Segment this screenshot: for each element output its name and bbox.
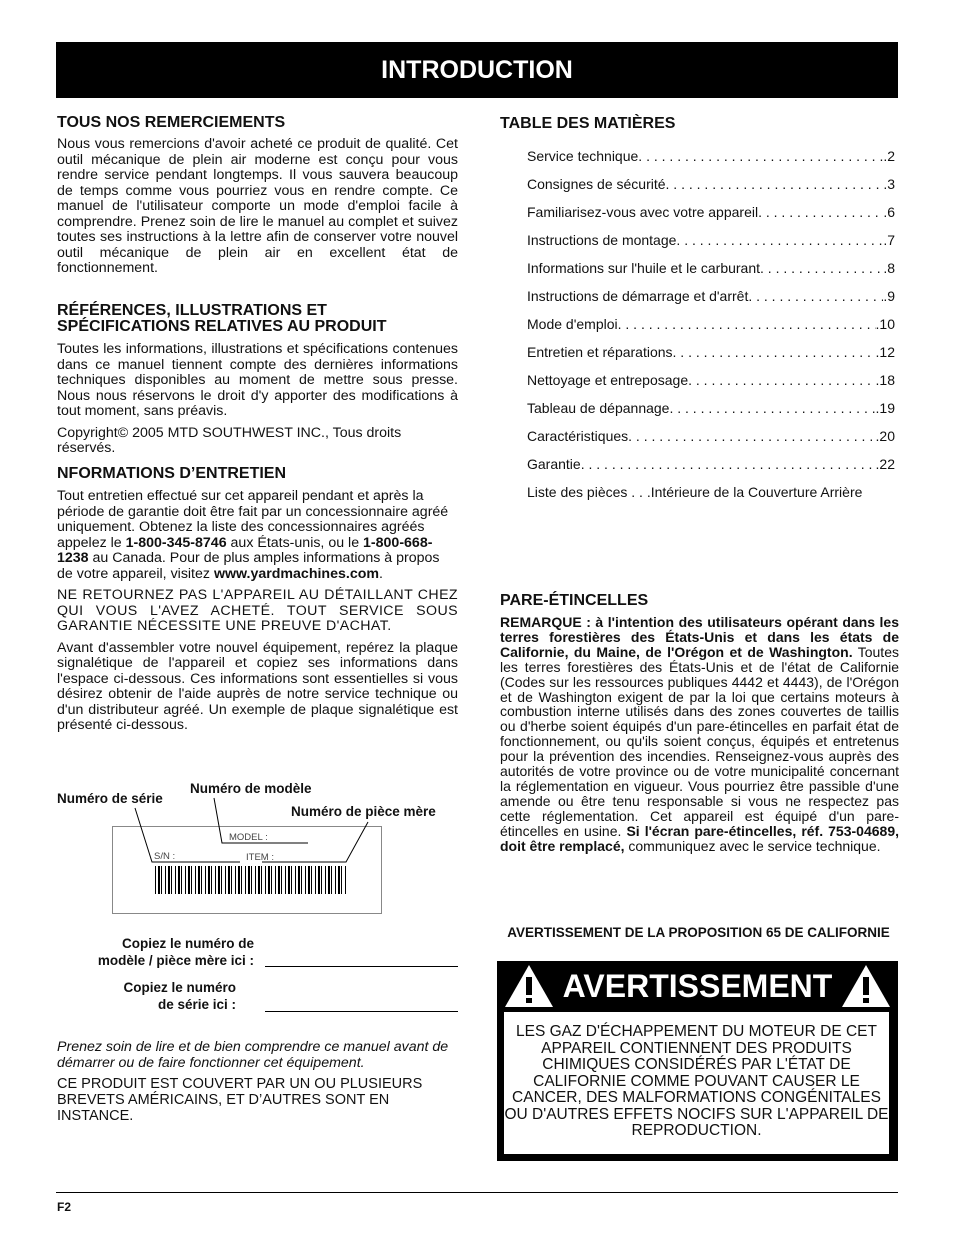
toc-item-label: Caractéristiques bbox=[527, 428, 629, 444]
toc-item[interactable] bbox=[527, 232, 895, 248]
toc-item-page: .2 bbox=[883, 148, 895, 164]
service-p1: Tout entretien effectué sur cet appareil pendant et après la période de garantie doit être fait par un concessionnaire agréé uniquement. Obtenez la liste des concessionnaires agréés appelez le 1-800-345-8746 aux États-unis, ou le 1-800-668-1238 au Canada. Pour de plus amples informations à propos de votre appareil, visitez www.yardmachines.com. bbox=[57, 488, 449, 582]
plate-item-field: ITEM : bbox=[246, 852, 274, 863]
spark-section bbox=[500, 593, 899, 854]
copy-model-label: Copiez le numéro de modèle / pièce mère ici : bbox=[97, 936, 254, 968]
toc-item[interactable] bbox=[527, 288, 895, 304]
toc-leader bbox=[758, 204, 883, 220]
serial-number-label: Numéro de série bbox=[57, 791, 163, 806]
thanks-body: Nous vous remercions d'avoir acheté ce produit de qualité. Cet outil mécanique de plein air moderne est conçu pour vous rendre service pendant longtemps. Il vous sauvera beaucoup de temps comme vous pourriez vous en rendre compte. Ce manuel de l'utilisateur comporte un mode d'emploi facile à comprendre. Prenez soin de lire le manuel au complet et suivez toutes ses instructions à la lettre afin de conserver votre nouvel outil mécanique de plein air en excellent état de fonctionnement. bbox=[57, 136, 458, 276]
page-number: F2 bbox=[57, 1200, 72, 1214]
toc-item[interactable] bbox=[527, 148, 895, 164]
toc-item-page: .19 bbox=[875, 400, 895, 416]
warning-box bbox=[497, 961, 898, 1161]
toc-item-label: Consignes de sécurité bbox=[527, 176, 666, 192]
service-title: NFORMATIONS D’ENTRETIEN bbox=[57, 465, 287, 482]
toc-leader bbox=[666, 176, 884, 192]
read-note: Prenez soin de lire et de bien comprendre ce manuel avant de démarrer ou de faire fonctionner cet équipement. bbox=[57, 1039, 449, 1071]
toc-item[interactable] bbox=[527, 344, 895, 360]
toc-item-label: Nettoyage et entreposage bbox=[527, 372, 689, 388]
toc-item-label: Instructions de montage bbox=[527, 232, 677, 248]
toc-leader bbox=[669, 400, 875, 416]
toc-item-page: .8 bbox=[883, 260, 895, 276]
toc-item[interactable] bbox=[527, 260, 895, 276]
part-number-label: Numéro de pièce mère bbox=[291, 804, 436, 819]
refs-body: Toutes les informations, illustrations et spécifications contenues dans ce manuel tiennent compte des dernières informations techniques disponibles au moment de mettre sous presse. Nous nous réservons le droit d'y apporter des modifications à tout moment, sans préavis. bbox=[57, 341, 458, 419]
spark-body: REMARQUE : à l'intention des utilisateurs opérant dans les terres forestières des États-Unis et dans les états de Californie, du Maine, de l'Orégon et de Washington. Toutes les terres forestières des États-Unis et de l'état de Californie (Codes sur les ressources publiques 4442 et 4443), de l'Orégon et de Washington exigent de par la loi que certains moteurs à combustion interne utilisés dans des zones couvertes de taillis ou d'herbe soient équipés d'un pare-étincelles en parfait état de fonctionnement, ou qu'ils soient conçus, équipés et entretenus pour la prévention des incendies. Renseignez-vous auprès des autorités de votre province ou de votre municipalité concernant la réglementation en vigueur. Vous pourriez être passible d'une amende ou être tenu responsable si vous ne respectez pas cette réglementation. Cet appareil est équipé d'un pare-étincelles en usine. Si l'écran pare-étincelles, réf. 753-04689, doit être remplacé, communiquez avec le service technique. bbox=[500, 614, 899, 854]
toc-leader bbox=[638, 148, 883, 164]
model-number-label: Numéro de modèle bbox=[190, 781, 312, 796]
service-p3: Avant d'assembler votre nouvel équipement, repérez la plaque signalétique de l'appareil et copiez ses informations dans l'espace ci-dessous. Ces informations sont essentielles si vous désirez obtenir de l'aide auprès de notre service technique ou d'un distributeur agréé. Un exemple de plaque signalétique est présenté ci-dessous. bbox=[57, 639, 458, 733]
copy-serial-line[interactable] bbox=[265, 1011, 458, 1012]
warning-right-icon bbox=[840, 963, 892, 1009]
section-banner: INTRODUCTION bbox=[56, 42, 898, 98]
toc-item-page: .9 bbox=[883, 288, 895, 304]
toc-leader bbox=[676, 232, 883, 248]
toc-item-page: .10 bbox=[875, 316, 895, 332]
thanks-title: TOUS NOS REMERCIEMENTS bbox=[57, 114, 286, 131]
toc-item-page: .18 bbox=[875, 372, 895, 388]
toc-item[interactable] bbox=[527, 204, 895, 220]
toc-item-label: Tableau de dépannage bbox=[527, 400, 670, 416]
toc-item-label: Instructions de démarrage et d'arrêt bbox=[527, 288, 749, 304]
refs-title: RÉFÉRENCES, ILLUSTRATIONS ET SPÉCIFICATIONS RELATIVES AU PRODUIT bbox=[57, 302, 387, 335]
phone-ca: 1-800-668-1238 bbox=[57, 534, 433, 566]
toc-item-page: .20 bbox=[875, 428, 895, 444]
plate-model-field: MODEL : bbox=[229, 832, 268, 843]
barcode bbox=[155, 866, 346, 894]
toc-item-page: .6 bbox=[883, 204, 895, 220]
toc-item-page: .7 bbox=[883, 232, 895, 248]
toc-item-page: .12 bbox=[875, 344, 895, 360]
toc-item-page: .22 bbox=[875, 456, 895, 472]
toc-leader bbox=[748, 288, 883, 304]
toc-leader bbox=[581, 456, 876, 472]
toc-item-label: Garantie bbox=[527, 456, 581, 472]
spark-title: PARE-ÉTINCELLES bbox=[500, 592, 649, 609]
footer-rule bbox=[56, 1192, 898, 1193]
toc-leader bbox=[760, 260, 883, 276]
website-link[interactable]: www.yardmachines.com bbox=[213, 565, 379, 582]
toc-leader bbox=[618, 316, 876, 332]
phone-us: 1-800-345-8746 bbox=[125, 534, 227, 551]
toc-item[interactable] bbox=[527, 456, 895, 472]
toc-item-label: Entretien et réparations bbox=[527, 344, 673, 360]
toc-leader bbox=[628, 428, 875, 444]
warning-body: LES GAZ D'ÉCHAPPEMENT DU MOTEUR DE CET APPAREIL CONTIENNENT DES PRODUITS CHIMIQUES CONSIDÉRÉS PAR L'ÉTAT DE CALIFORNIE COMME POUVANT CAUSER LE CANCER, DES MALFORMATIONS CONGÉNITALES OU D'AUTRES EFFETS NOCIFS SUR L'APPAREIL DE REPRODUCTION. bbox=[503, 1011, 890, 1155]
toc-item[interactable] bbox=[527, 400, 895, 416]
toc-item[interactable] bbox=[527, 428, 895, 444]
patent-note: CE PRODUIT EST COUVERT PAR UN OU PLUSIEURS BREVETS AMÉRICAINS, ET D’AUTRES SONT EN INSTANCE. bbox=[57, 1076, 423, 1124]
toc-item-label: Mode d'emploi bbox=[527, 316, 618, 332]
toc-leader bbox=[688, 372, 875, 388]
toc-leader bbox=[673, 344, 876, 360]
copy-serial-label: Copiez le numéro de série ici : bbox=[123, 980, 236, 1012]
toc-item[interactable] bbox=[527, 176, 895, 192]
toc-title: TABLE DES MATIÈRES bbox=[500, 115, 676, 132]
toc-item-page: .3 bbox=[883, 176, 895, 192]
plate-sn-field: S/N : bbox=[154, 851, 176, 862]
toc-item[interactable] bbox=[527, 372, 895, 388]
toc-item-label: Service technique bbox=[527, 148, 639, 164]
service-p2: NE RETOURNEZ PAS L'APPAREIL AU DÉTAILLANT CHEZ QUI VOUS L'AVEZ ACHETÉ. TOUT SERVICE SOUS GARANTIE NÉCESSITE UNE PREUVE D'ACHAT. bbox=[57, 587, 458, 634]
toc-item[interactable] bbox=[527, 316, 895, 332]
prop65-title: AVERTISSEMENT DE LA PROPOSITION 65 DE CALIFORNIE bbox=[507, 925, 890, 940]
toc-item-parts[interactable]: Liste des pièces . . .Intérieure de la Couverture Arrière bbox=[527, 484, 863, 500]
copyright: Copyright© 2005 MTD SOUTHWEST INC., Tous droits réservés. bbox=[57, 424, 402, 456]
toc-item-label: Familiarisez-vous avec votre appareil bbox=[527, 204, 759, 220]
toc-item-label: Informations sur l'huile et le carburant bbox=[527, 260, 761, 276]
copy-model-line[interactable] bbox=[265, 966, 458, 967]
warning-heading: AVERTISSEMENT bbox=[562, 968, 833, 1004]
